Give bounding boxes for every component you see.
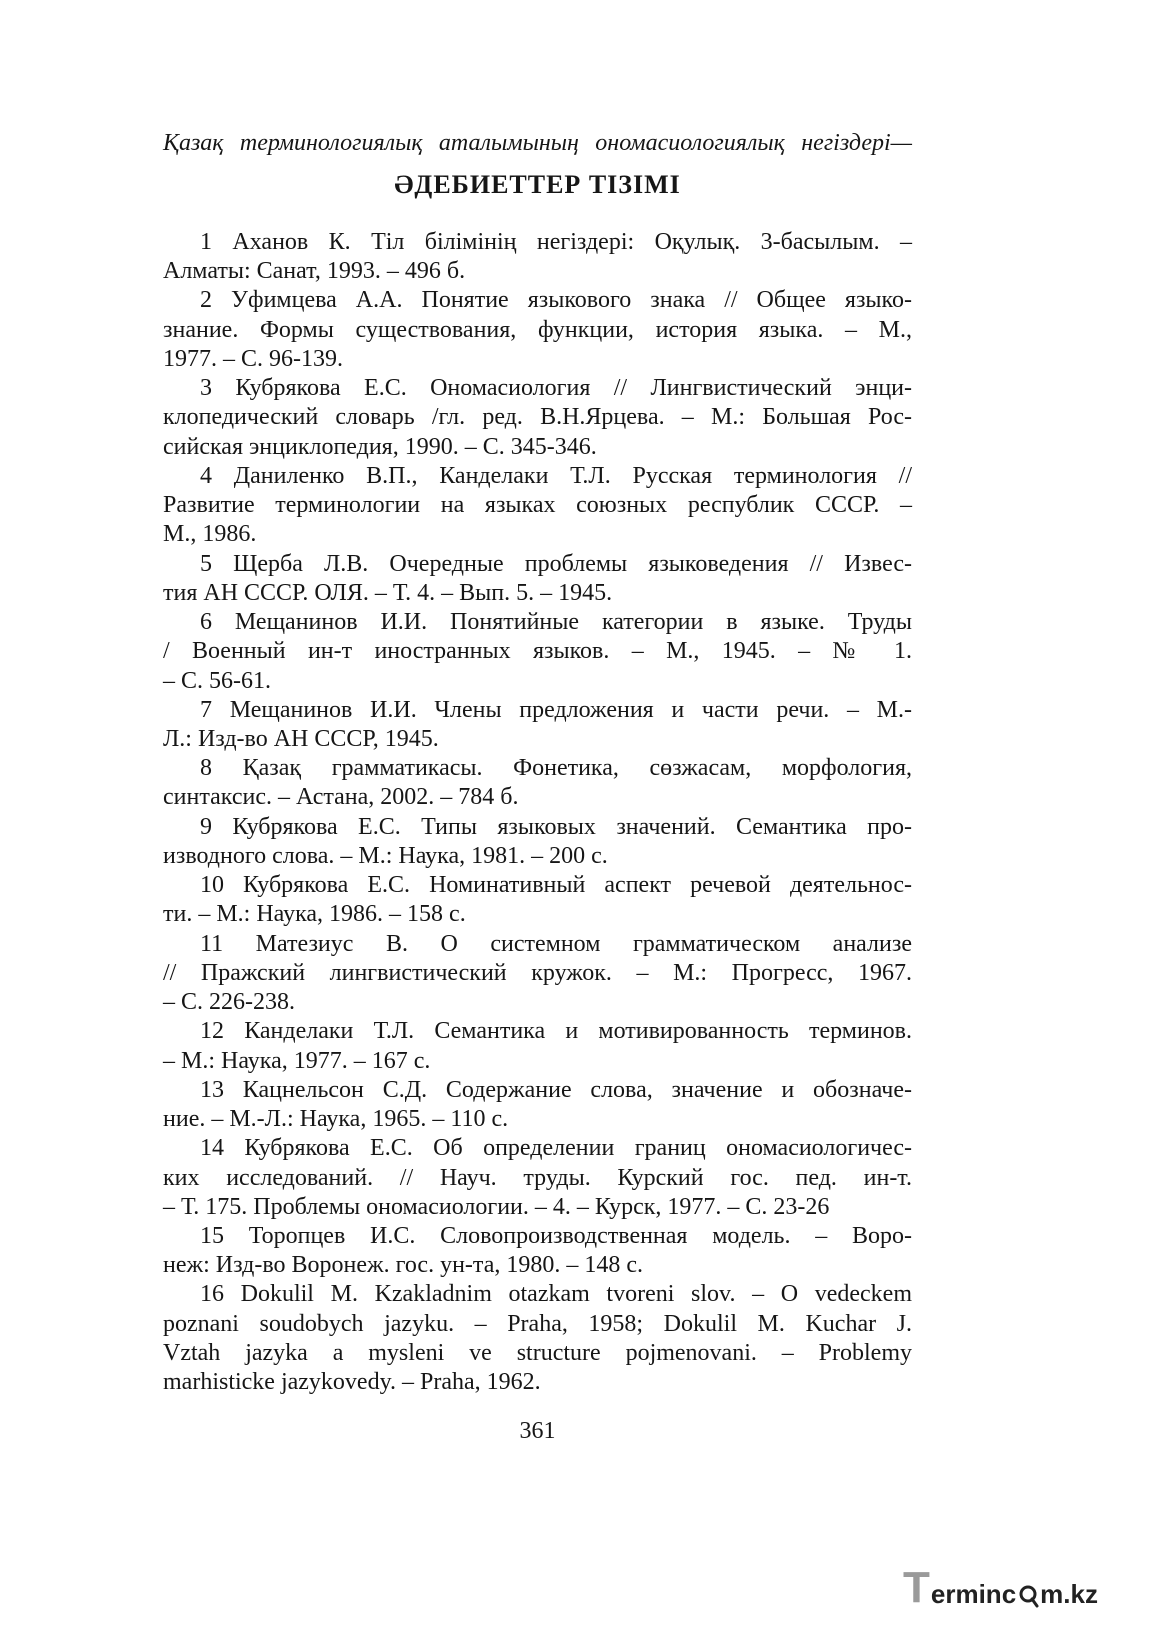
reference-line: 13 Кацнельсон С.Д. Содержание слова, значение и обозначе- [200,1076,912,1103]
reference-line: 2 Уфимцева А.А. Понятие языкового знака // Общее языко- [200,287,912,314]
reference-entry [163,1222,912,1280]
reference-line: 14 Кубрякова Е.С. Об определении границ ономасиологичес- [200,1135,912,1162]
reference-line: 5 Щерба Л.В. Очередные проблемы языковедения // Извес- [200,550,912,577]
reference-entry [163,1017,912,1075]
reference-entry [163,754,912,812]
reference-line: ких исследований. // Науч. труды. Курский гос. пед. ин-т. [163,1164,912,1191]
reference-line: М., 1986. [163,521,257,548]
reference-entry [163,462,912,550]
running-header: Қазақ терминологиялық аталымының ономасиологиялық негіздері— [163,130,912,156]
reference-entry [163,286,912,374]
reference-line: – С. 56-61. [163,667,271,694]
reference-line: 16 Dokulil M. Kzakladnim otazkam tvoreni slov. – O vedeckem [200,1281,912,1308]
reference-line: тия АН СССР. ОЛЯ. – Т. 4. – Вып. 5. – 1945. [163,579,613,606]
reference-line: – Т. 175. Проблемы ономасиологии. – 4. – Курск, 1977. – С. 23-26 [163,1193,830,1220]
reference-line: Развитие терминологии на языках союзных республик СССР. – [163,492,912,519]
watermark-logo [903,1563,1098,1612]
reference-line: 1 Аханов К. Тіл білімінің негіздері: Оқулық. 3-басылым. – [200,229,912,255]
reference-line: 8 Қазақ грамматикасы. Фонетика, сөзжасам, морфология, [200,755,912,782]
reference-entry [163,1280,912,1397]
reference-line: 12 Канделаки Т.Л. Семантика и мотивированность терминов. [200,1018,912,1045]
reference-line: знание. Формы существования, функции, история языка. – М., [163,316,912,343]
reference-entry [163,374,912,462]
reference-line: – М.: Наука, 1977. – 167 с. [163,1047,431,1074]
reference-entry [163,871,912,929]
reference-line: marhisticke jazykovedy. – Praha, 1962. [163,1369,541,1396]
reference-line: синтаксис. – Астана, 2002. – 784 б. [163,784,519,811]
reference-line: 10 Кубрякова Е.С. Номинативный аспект речевой деятельнос- [200,872,912,899]
reference-line: 15 Торопцев И.С. Словопроизводственная модель. – Воро- [200,1222,912,1249]
reference-entry [163,550,912,608]
magnifier-icon [1017,1584,1039,1608]
reference-entry [163,696,912,754]
page-number: 361 [519,1418,556,1444]
reference-line: 6 Мещанинов И.И. Понятийные категории в языке. Труды [200,609,912,636]
reference-line: 11 Матезиус В. О системном грамматическом анализе [200,930,912,957]
reference-line: ние. – М.-Л.: Наука, 1965. – 110 с. [163,1106,509,1133]
reference-line: ти. – М.: Наука, 1986. – 158 с. [163,901,466,928]
reference-line: изводного слова. – М.: Наука, 1981. – 200 с. [163,842,608,869]
page-title: ӘДЕБИЕТТЕР ТІЗІМІ [394,170,681,199]
watermark-middle-text: erminc [930,1579,1017,1609]
reference-entry [163,813,912,871]
reference-line: 3 Кубрякова Е.С. Ономасиология // Лингвистический энци- [200,375,912,402]
reference-line: клопедический словарь /гл. ред. В.Н.Ярцева. – М.: Большая Рос- [163,404,912,431]
watermark-domain-text: m.kz [1040,1579,1098,1609]
reference-list [163,228,912,1397]
reference-line: сийская энциклопедия, 1990. – С. 345-346. [163,433,597,460]
reference-line: // Пражский лингвистический кружок. – М.: Прогресс, 1967. [163,959,912,986]
reference-line: неж: Изд-во Воронеж. гос. ун-та, 1980. – 148 с. [163,1252,643,1279]
reference-entry [163,1076,912,1134]
reference-entry [163,608,912,696]
reference-entry [163,930,912,1018]
reference-line: poznani soudobych jazyku. – Praha, 1958; Dokulil M. Kuchar J. [163,1310,912,1337]
reference-line: Л.: Изд-во АН СССР, 1945. [163,725,439,752]
reference-line: 9 Кубрякова Е.С. Типы языковых значений. Семантика про- [200,813,912,840]
reference-entry [163,228,912,286]
reference-line: 4 Даниленко В.П., Канделаки Т.Л. Русская терминология // [200,462,912,489]
reference-line: 7 Мещанинов И.И. Члены предложения и части речи. – М.- [200,696,912,723]
reference-line: Vztah jazyka a mysleni ve structure pojmenovani. – Problemy [163,1339,912,1366]
reference-line: / Военный ин-т иностранных языков. – М., 1945. – № 1. [163,638,912,665]
reference-line: – С. 226-238. [163,989,295,1016]
reference-line: 1977. – С. 96-139. [163,345,343,372]
reference-entry [163,1134,912,1222]
reference-line: Алматы: Санат, 1993. – 496 б. [163,258,466,285]
watermark-first-letter: T [903,1563,930,1612]
